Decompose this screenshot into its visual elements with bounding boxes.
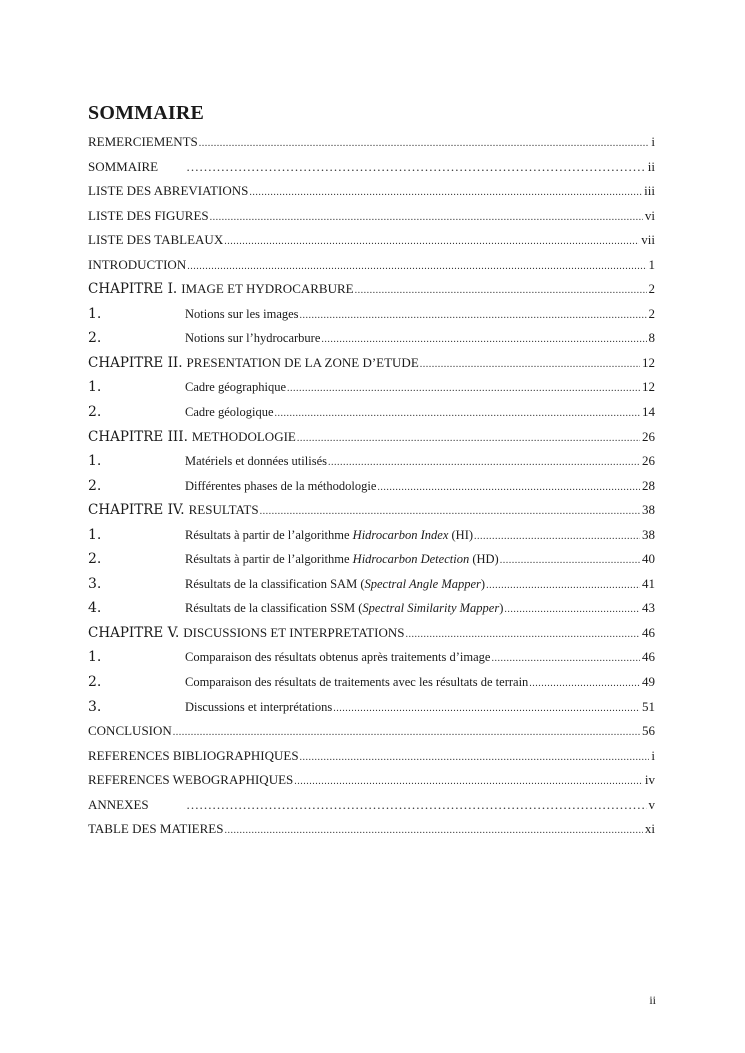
toc-entry-label-part: )	[480, 576, 486, 591]
toc-entry-label: Cadre géologique	[185, 405, 274, 420]
toc-entry-label: Discussions et interprétations	[185, 699, 333, 714]
dot-leader	[504, 604, 640, 615]
toc-entry[interactable]	[88, 748, 655, 773]
dot-leader	[187, 261, 646, 272]
dot-leader	[300, 752, 650, 763]
toc-entry[interactable]	[88, 478, 655, 503]
toc-entry-label: ANNEXES	[88, 796, 149, 812]
toc-entry-page: 49	[642, 674, 655, 690]
toc-entry-page: 2	[648, 305, 655, 321]
toc-entry-label: IMAGE ET HYDROCARBURE	[181, 281, 354, 297]
toc-entry-number: 1.	[88, 305, 102, 322]
toc-entry-number: 2.	[88, 477, 102, 494]
toc-entry[interactable]	[88, 330, 655, 355]
toc-entry[interactable]	[88, 208, 655, 233]
toc-entry-page: 2	[648, 281, 655, 297]
toc-entry-number: 1.	[88, 453, 102, 470]
toc-entry-page: v	[648, 796, 655, 812]
toc-entry-number: 1.	[88, 526, 102, 543]
toc-entry-number: 4.	[88, 600, 102, 617]
toc-entry[interactable]	[88, 600, 655, 625]
dot-leader	[377, 482, 640, 493]
toc-entry-label: Notions sur l’hydrocarbure	[185, 331, 321, 346]
toc-entry-page: vii	[641, 232, 655, 248]
toc-entry-page: 46	[642, 649, 655, 665]
toc-entry-number: CHAPITRE IV.	[88, 502, 185, 519]
toc-entry-page: 8	[648, 330, 655, 346]
toc-entry[interactable]	[88, 159, 655, 184]
dot-leader	[275, 408, 640, 419]
toc-entry-label-part: Résultats de la classification SAM (	[185, 576, 365, 591]
toc-entry-page: ii	[647, 158, 655, 174]
dot-leader	[186, 797, 647, 813]
toc-entry-label: REFERENCES WEBOGRAPHIQUES	[88, 772, 294, 788]
dot-leader	[328, 457, 640, 468]
dot-leader	[333, 703, 640, 714]
dot-leader	[249, 187, 642, 198]
toc-entry-page: i	[651, 747, 655, 763]
toc-entry-label-part: Résultats de la classification SSM (	[185, 601, 363, 616]
toc-entry-page: iii	[644, 183, 655, 199]
toc-entry[interactable]	[88, 502, 655, 527]
toc-entry[interactable]	[88, 527, 655, 552]
dot-leader	[300, 310, 647, 321]
toc-entry-label-part: (HD)	[469, 552, 499, 567]
toc-entry-page: 12	[642, 354, 655, 370]
toc-entry-label: Notions sur les images	[185, 306, 299, 321]
dot-leader	[224, 236, 639, 247]
toc-entry-page: i	[651, 134, 655, 149]
table-of-contents	[88, 134, 655, 846]
dot-leader	[224, 825, 642, 836]
toc-entry[interactable]	[88, 281, 655, 306]
dot-leader	[173, 727, 640, 738]
dot-leader	[210, 212, 643, 223]
toc-entry-page: 1	[648, 256, 655, 272]
toc-entry-page: 26	[642, 453, 655, 469]
toc-entry-label-italic: Spectral Similarity Mapper	[362, 601, 500, 616]
toc-entry-label-part: )	[499, 601, 504, 616]
toc-entry[interactable]	[88, 649, 655, 674]
dot-leader	[420, 359, 640, 370]
toc-entry-page: 38	[642, 502, 655, 518]
toc-entry-number: 1.	[88, 649, 102, 666]
dot-leader	[529, 678, 640, 689]
toc-entry[interactable]	[88, 699, 655, 724]
toc-entry-page: vi	[644, 207, 655, 223]
dot-leader	[491, 653, 640, 664]
toc-entry-page: 14	[642, 404, 655, 420]
toc-entry-label	[185, 552, 499, 567]
page-title: SOMMAIRE	[88, 102, 205, 124]
toc-entry[interactable]	[88, 257, 655, 282]
toc-entry-number: 3.	[88, 698, 102, 715]
toc-entry-page: 41	[642, 575, 655, 591]
toc-entry-label-italic: Spectral Angle Mapper	[364, 576, 481, 591]
toc-entry-label: INTRODUCTION	[88, 256, 187, 272]
toc-entry-page: 46	[642, 624, 655, 640]
toc-entry-label: Comparaison des résultats obtenus après traitements d’image	[185, 650, 491, 665]
toc-entry-label: REMERCIEMENTS	[88, 134, 198, 149]
toc-entry[interactable]	[88, 404, 655, 429]
toc-entry-label: CONCLUSION	[88, 723, 172, 739]
toc-entry-page: 40	[642, 551, 655, 567]
toc-entry-label: DISCUSSIONS ET INTERPRETATIONS	[183, 624, 405, 640]
toc-entry-label-part: (HI)	[448, 527, 474, 542]
toc-entry[interactable]	[88, 551, 655, 576]
toc-entry-label: Matériels et données utilisés	[185, 454, 327, 469]
dot-leader	[355, 285, 647, 296]
dot-leader	[287, 383, 640, 394]
toc-entry[interactable]	[88, 576, 655, 601]
toc-entry[interactable]	[88, 772, 655, 797]
toc-entry-page: 51	[642, 698, 655, 714]
toc-entry-number: 2.	[88, 551, 102, 568]
toc-entry-label	[185, 577, 485, 592]
toc-entry-label-part: Résultats à partir de l’algorithme	[185, 552, 353, 567]
toc-entry-page: 43	[642, 600, 655, 616]
toc-entry-label	[185, 528, 473, 543]
toc-entry-page: 12	[642, 379, 655, 395]
toc-entry-label: LISTE DES TABLEAUX	[88, 232, 224, 248]
toc-entry-page: 28	[642, 477, 655, 493]
toc-entry-label-italic: Hidrocarbon Index	[352, 527, 449, 542]
toc-entry-label: REFERENCES BIBLIOGRAPHIQUES	[88, 747, 299, 763]
toc-entry[interactable]	[88, 797, 655, 822]
dot-leader	[260, 506, 640, 517]
toc-entry[interactable]	[88, 674, 655, 699]
toc-entry-label	[185, 601, 503, 616]
toc-entry-label: Comparaison des résultats de traitements avec les résultats de terrain	[185, 675, 529, 690]
toc-entry-label: PRESENTATION DE LA ZONE D’ETUDE	[186, 354, 419, 370]
toc-entry[interactable]	[88, 379, 655, 404]
toc-entry-label-italic: Hidrocarbon Detection	[352, 552, 470, 567]
page-number: ii	[649, 993, 656, 1007]
toc-entry-page: 38	[642, 526, 655, 542]
toc-entry-label: METHODOLOGIE	[191, 428, 296, 444]
dot-leader	[186, 159, 646, 175]
toc-entry-number: CHAPITRE V.	[88, 624, 180, 641]
toc-entry-number: 2.	[88, 330, 102, 347]
toc-entry-page: xi	[644, 821, 655, 837]
toc-entry[interactable]	[88, 453, 655, 478]
toc-entry-label: LISTE DES FIGURES	[88, 207, 209, 223]
toc-entry[interactable]	[88, 232, 655, 257]
toc-entry[interactable]	[88, 134, 655, 159]
dot-leader	[321, 334, 646, 345]
toc-entry-number: 1.	[88, 379, 102, 396]
dot-leader	[294, 776, 643, 787]
toc-entry[interactable]	[88, 183, 655, 208]
toc-entry-label: RESULTATS	[188, 502, 259, 518]
toc-entry-label: LISTE DES ABREVIATIONS	[88, 183, 249, 199]
toc-entry-page: iv	[644, 772, 655, 788]
dot-leader	[474, 531, 640, 542]
toc-entry-number: CHAPITRE III.	[88, 428, 188, 445]
toc-entry[interactable]	[88, 306, 655, 331]
toc-entry-page: 26	[642, 428, 655, 444]
toc-entry-number: 2.	[88, 404, 102, 421]
toc-entry-label: SOMMAIRE	[88, 158, 159, 174]
dot-leader	[500, 555, 640, 566]
toc-entry[interactable]	[88, 821, 655, 846]
toc-entry[interactable]	[88, 723, 655, 748]
toc-entry-label: Différentes phases de la méthodologie	[185, 478, 377, 493]
toc-entry-number: 3.	[88, 575, 102, 592]
dot-leader	[405, 629, 640, 640]
toc-entry-label-part: Résultats à partir de l’algorithme	[185, 527, 353, 542]
toc-entry[interactable]	[88, 625, 655, 650]
toc-entry-label: Cadre géographique	[185, 380, 287, 395]
toc-entry[interactable]	[88, 355, 655, 380]
dot-leader	[297, 433, 640, 444]
toc-entry[interactable]	[88, 429, 655, 454]
toc-entry-label: TABLE DES MATIERES	[88, 821, 224, 837]
toc-entry-number: CHAPITRE II.	[88, 354, 183, 371]
dot-leader	[199, 138, 650, 149]
toc-entry-number: CHAPITRE I.	[88, 281, 178, 298]
toc-entry-page: 56	[642, 723, 655, 739]
dot-leader	[486, 580, 640, 591]
toc-entry-number: 2.	[88, 674, 102, 691]
